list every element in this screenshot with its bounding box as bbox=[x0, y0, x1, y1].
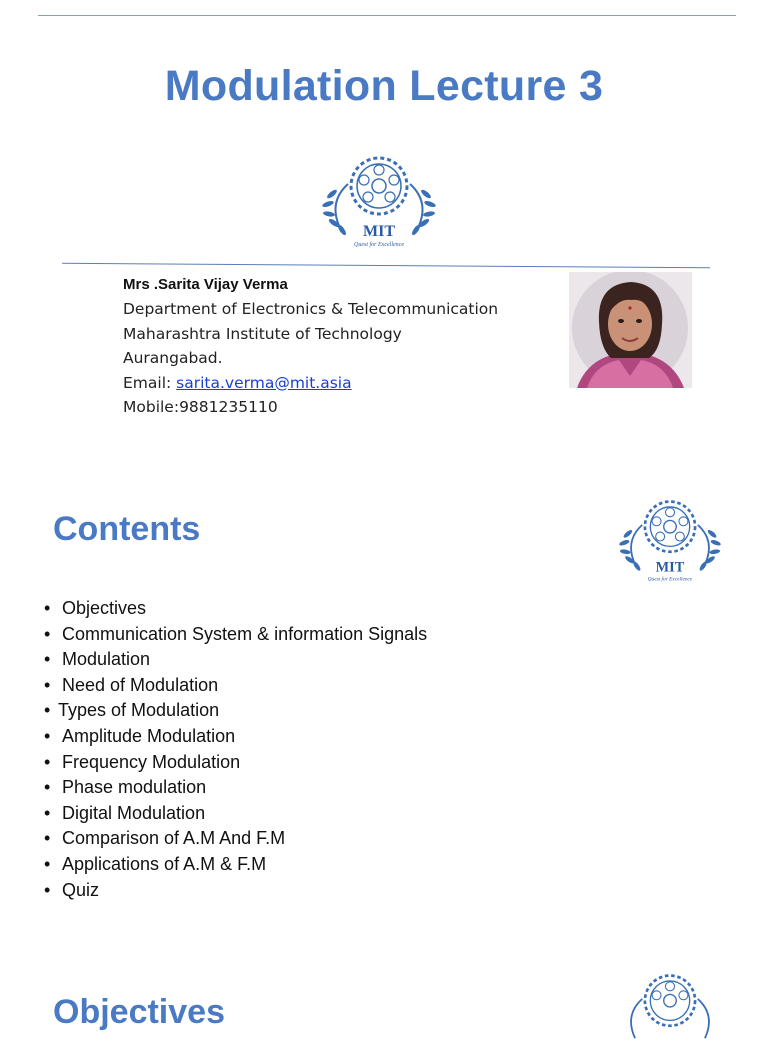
author-info bbox=[123, 276, 498, 420]
author-email-line bbox=[123, 371, 498, 396]
mit-logo-emblem bbox=[615, 498, 725, 584]
list-item: • Comparison of A.M And F.M bbox=[44, 828, 286, 849]
contents-heading: Contents bbox=[53, 510, 201, 548]
email-label: Email: bbox=[123, 373, 177, 392]
list-item: • Applications of A.M & F.M bbox=[44, 853, 267, 874]
author-name: Mrs .Sarita Vijay Verma bbox=[123, 276, 288, 293]
page-title: Modulation Lecture 3 bbox=[164, 62, 604, 110]
list-item: • Objectives bbox=[44, 598, 147, 618]
author-mobile: Mobile:9881235110 bbox=[123, 398, 278, 416]
list-item: • Phase modulation bbox=[44, 777, 207, 798]
author-photo bbox=[569, 272, 692, 388]
author-department: Department of Electronics & Telecommunication bbox=[123, 300, 499, 318]
mit-logo bbox=[318, 154, 440, 250]
list-item: • Need of Modulation bbox=[44, 674, 219, 695]
contents-list bbox=[44, 596, 427, 903]
author-institute: Maharashtra Institute of Technology bbox=[123, 324, 402, 343]
list-item: • Communication System & information Signals bbox=[44, 623, 428, 644]
list-item: • Quiz bbox=[44, 879, 100, 900]
mit-logo-emblem bbox=[615, 972, 725, 1058]
list-item: • Types of Modulation bbox=[44, 700, 220, 721]
mit-logo-partial bbox=[615, 972, 725, 1058]
author-city: Aurangabad. bbox=[123, 349, 223, 367]
mit-logo-small bbox=[615, 498, 725, 584]
svg-text:Quest for Excellence: Quest for Excellence bbox=[647, 576, 693, 583]
list-item: • Modulation bbox=[44, 649, 151, 670]
email-link[interactable]: sarita.verma@mit.asia bbox=[176, 373, 352, 392]
list-item: • Digital Modulation bbox=[44, 802, 206, 823]
author-portrait-image bbox=[569, 272, 692, 388]
svg-text:MIT: MIT bbox=[363, 223, 395, 240]
svg-text:Quest for Excellence: Quest for Excellence bbox=[354, 242, 404, 248]
header-divider bbox=[62, 263, 710, 269]
mit-logo-emblem bbox=[318, 154, 440, 250]
list-item: • Frequency Modulation bbox=[44, 751, 241, 772]
svg-text:MIT: MIT bbox=[655, 559, 685, 576]
top-divider bbox=[38, 15, 736, 16]
objectives-heading: Objectives bbox=[53, 993, 225, 1031]
list-item: • Amplitude Modulation bbox=[44, 725, 236, 746]
